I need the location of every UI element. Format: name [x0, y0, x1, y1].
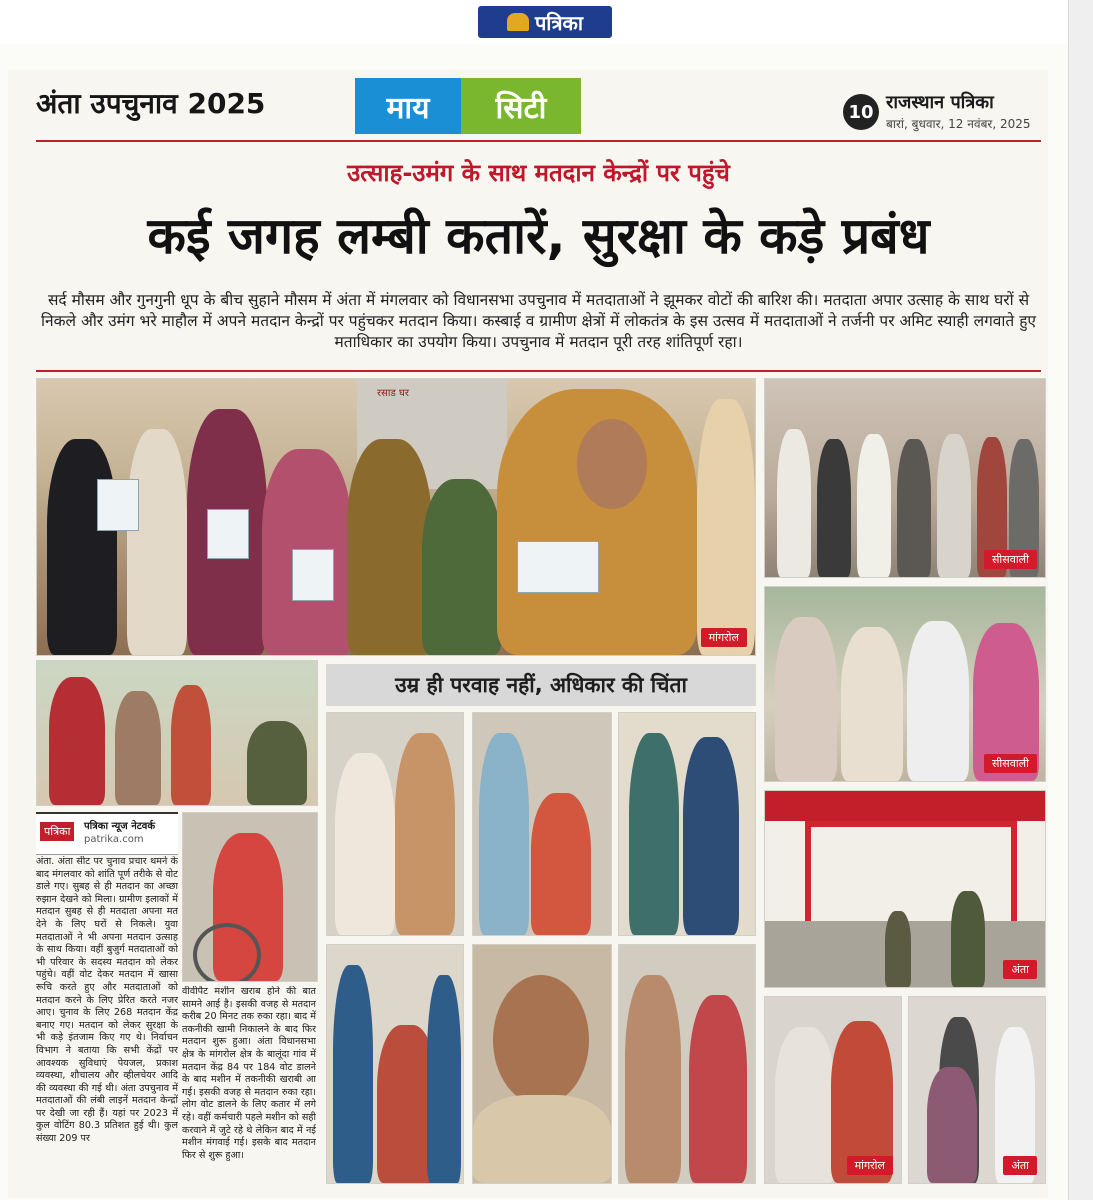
section-title: अंता उपचुनाव 2025 [36, 87, 266, 120]
voter-figure [625, 975, 681, 1183]
page-number: 10 [843, 94, 879, 130]
caption-mangrol: मांगरोल [701, 628, 747, 647]
wheel [193, 923, 261, 982]
caption-anta-2: अंता [1003, 1156, 1037, 1175]
photo-young-women [764, 586, 1046, 782]
story-column-1: अंता. अंता सीट पर चुनाव प्रचार थमने के बाद मंगलवार को शांति पूर्ण तरीके से वोट डाले गए। सुबह से ही मतदान का अच्छा रुझान देखने को मिला। ग्रामीण इलाकों में मतदान सुबह से ही मतदाता अपना मत देने के लिए घरों से निकले। युवा मतदाताओं ने भी अपना मतदान उत्साह के साथ किया। वहीं बुजुर्ग मतदाताओं को भी परिवार के सदस्य मतदान को लेकर पहुंचे। वहीं वोट देकर मतदान में खासा रूचि करते हुए और मतदाताओं को मतदान करने के लिए प्रेरित करते नजर आए। चुनाव के लिए 268 मतदान केंद्र बनाए गए। मतदान को लेकर सुरक्षा के भी कड़े इंतजाम किए गए थे। निर्वाचन विभाग ने बताया कि सभी केंद्रों पर आवश्यक सुविधाएं पेयजल, प्रकाश व्यवस्था, शौचालय और व्हीलचेयर आदि की व्यवस्था की गई थी। अंता उपचुनाव में मतदाताओं की लंबी लाइनें मतदान केन्द्रों पर देखी जा रही हैं। यहां पर 2023 में कुल वोटिंग 80.3 प्रतिशत हुई थी। कुल संख्या 209 पर [36, 856, 178, 1145]
photo-elderly-1 [326, 712, 464, 936]
voter-figure [247, 721, 307, 805]
booth-arch [805, 821, 1017, 927]
headline: कई जगह लम्बी कतारें, सुरक्षा के कड़े प्रबंध [147, 207, 930, 265]
id-card [97, 479, 139, 531]
masthead-my-city [355, 78, 581, 134]
voter-figure [473, 1095, 611, 1183]
voter-figure [817, 439, 851, 577]
masthead-part1: माय [355, 78, 461, 134]
photo-elderly-man [472, 944, 612, 1184]
byline-site[interactable]: patrika.com [84, 834, 144, 845]
voter-figure [697, 399, 755, 655]
divider [36, 140, 1041, 142]
patrika-logo [478, 6, 612, 38]
caption-seeswali-2: सीसवाली [984, 754, 1037, 773]
voter-figure [335, 753, 395, 935]
voter-figure [47, 439, 117, 655]
lion-icon [507, 13, 529, 31]
voter-figure [937, 434, 971, 577]
kicker: उत्साह-उमंग के साथ मतदान केन्द्रों पर पहुंचे [347, 159, 730, 187]
dateline: बारां, बुधवार, 12 नवंबर, 2025 [886, 117, 1031, 131]
voter-figure [841, 627, 903, 781]
photo-couple-voters [764, 996, 902, 1184]
photo-elderly-5 [618, 944, 756, 1184]
logo-text: पत्रिका [534, 10, 584, 35]
photo-elderly-4 [326, 944, 464, 1184]
voter-figure [689, 995, 747, 1183]
voter-figure [49, 677, 105, 805]
voter-figure [907, 621, 969, 781]
intro-paragraph: सर्द मौसम और गुनगुनी धूप के बीच सुहाने मौसम में अंता में मंगलवार को विधानसभा उपचुनाव में मतदाताओं ने झूमकर वोटों की बारिश की। मतदाता अपार उत्साह के साथ घरों से निकले और उमंग भरे माहौल में अपने मतदान केन्द्रों पर पहुंचकर मतदान किया। कस्बाई व ग्रामीण क्षेत्रों में लोकतंत्र के इस उत्सव में मतदाताओं ने तर्जनी पर अमिट स्याही लगवाते हुए मताधिकार का उपयोग किया। उपचुनाव में मतदान पूरी तरह शांतिपूर्ण रहा। [40, 291, 1036, 351]
scroll-strip[interactable] [1068, 0, 1093, 1200]
voter-figure [395, 733, 455, 935]
voter-figure [775, 1027, 835, 1183]
voter-face [577, 419, 647, 509]
photo-men-queue [764, 378, 1046, 578]
id-card [517, 541, 599, 593]
voter-figure [479, 733, 529, 935]
id-card [207, 509, 249, 559]
photo-women-queue [36, 378, 756, 656]
voter-figure [531, 793, 591, 935]
photo-wheelchair-voter [908, 996, 1046, 1184]
voter-figure [897, 439, 931, 577]
security-guard [951, 891, 985, 987]
photo-polling-booth [764, 790, 1046, 988]
divider [36, 370, 1041, 372]
story-column-2: वीवीपैट मशीन खराब होने की बात सामने आई है। इसकी वजह से मतदान करीब 20 मिनट तक रुका रहा। बाद में तकनीकी खामी निकालने के बाद फिर मतदान शुरू हुआ। अंता विधानसभा क्षेत्र के मांगरोल क्षेत्र के बालूंदा गांव में मतदान केंद्र 84 पर 184 वोट डालने के बाद मशीन में तकनीकी खराबी आ गई। इसकी वजह से मतदान रुका रहा। लोग वोट डालने के लिए कतार में लगे रहे। वहीं कर्मचारी पहले मशीन को सही करवाने में जुटे रहे थे लेकिन बाद में नई मशीन मंगवाई गई। इसके बाद मतदान फिर से शुरू हुआ। [182, 986, 316, 1161]
voter-figure [857, 434, 891, 577]
voter-face [493, 975, 589, 1105]
caption-anta: अंता [1003, 960, 1037, 979]
masthead-part2: सिटी [461, 78, 581, 134]
byline-network: पत्रिका न्यूज नेटवर्क [84, 821, 156, 832]
photo-elderly-3 [618, 712, 756, 936]
photo-women-at-booth [36, 660, 318, 806]
voter-figure [127, 429, 187, 655]
caption-seeswali: सीसवाली [984, 550, 1037, 569]
byline-box [36, 812, 178, 855]
voter-figure [171, 685, 211, 805]
voter-figure [629, 733, 679, 935]
subhead: उम्र ही परवाह नहीं, अधिकार की चिंता [326, 664, 756, 706]
photo-elderly-2 [472, 712, 612, 936]
paper-name: राजस्थान पत्रिका [886, 92, 994, 113]
voter-figure [115, 691, 161, 805]
photo-elderly-wheelchair [182, 812, 318, 982]
byline-tag: पत्रिका [40, 822, 74, 841]
voter-figure [683, 737, 739, 935]
voter-figure [777, 429, 811, 577]
voter-figure [333, 965, 373, 1183]
caption-mangrol-2: मांगरोल [847, 1156, 893, 1175]
voter-figure [427, 975, 461, 1183]
voter-figure [347, 439, 432, 655]
security-guard [885, 911, 911, 987]
wall-sign: रसाड घर [377, 388, 409, 399]
voter-figure [775, 617, 837, 781]
voter-figure [927, 1067, 977, 1183]
voter-figure [422, 479, 502, 655]
booth-canopy [765, 791, 1045, 821]
id-card [292, 549, 334, 601]
